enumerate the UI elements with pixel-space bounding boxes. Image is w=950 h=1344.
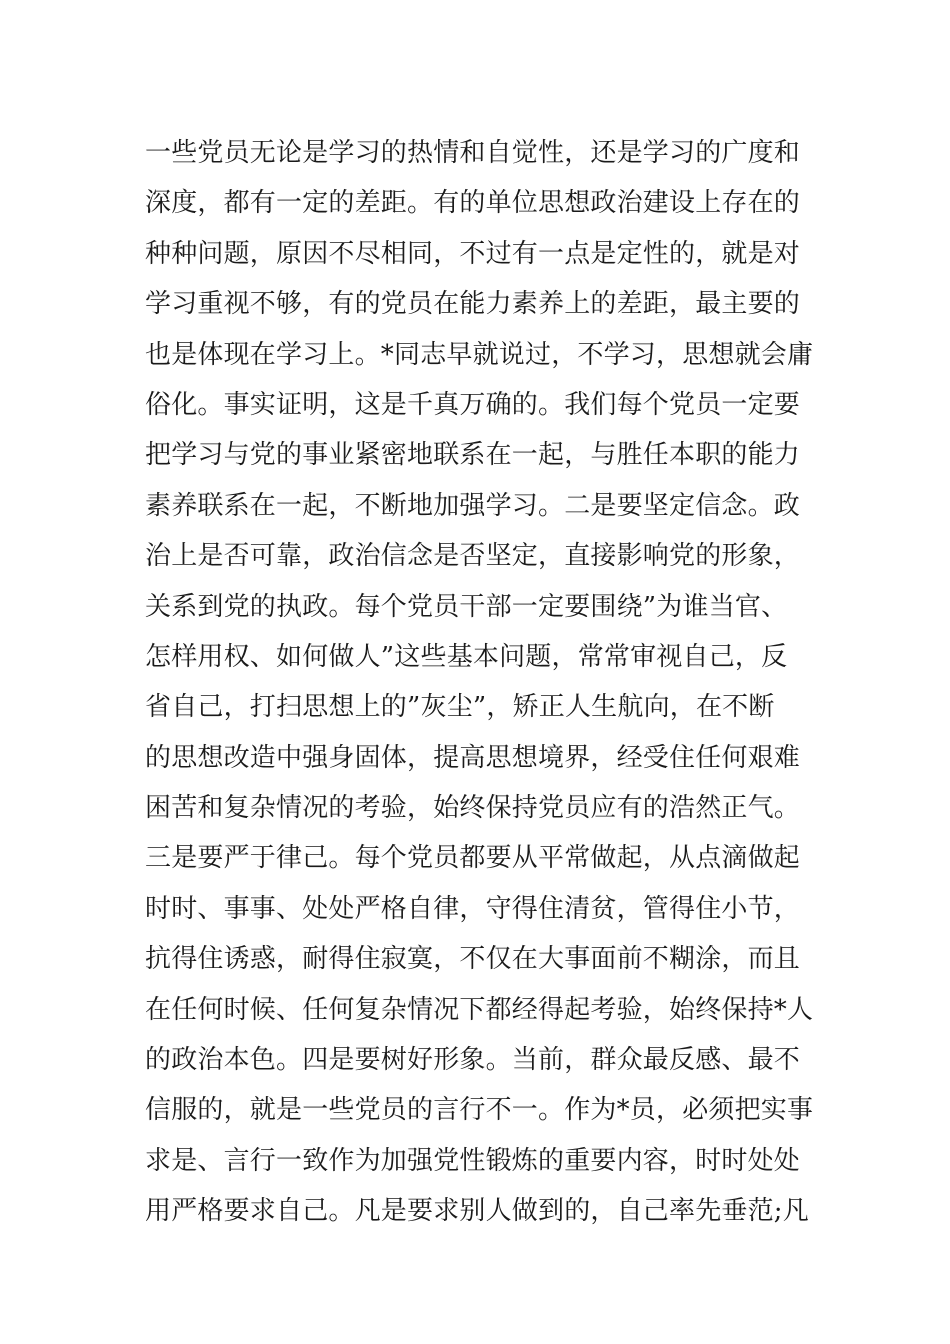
- text-line-5: 也是体现在学习上。*同志早就说过，不学习，思想就会庸: [145, 339, 814, 370]
- text-line-9: 治上是否可靠，政治信念是否坚定，直接影响党的形象，: [145, 541, 801, 572]
- text-line-22: 用严格要求自己。凡是要求别人做到的，自己率先垂范;凡: [145, 1196, 809, 1227]
- text-line-3: 种种问题，原因不尽相同，不过有一点是定性的，就是对: [145, 238, 801, 269]
- text-line-15: 三是要严于律己。每个党员都要从平常做起，从点滴做起: [145, 843, 801, 874]
- text-line-21: 求是、言行一致作为加强党性锻炼的重要内容，时时处处: [145, 1145, 801, 1176]
- text-line-19: 的政治本色。四是要树好形象。当前，群众最反感、最不: [145, 1045, 801, 1076]
- text-line-17: 抗得住诱惑，耐得住寂寞，不仅在大事面前不糊涂，而且: [145, 944, 801, 975]
- body-text: [145, 128, 815, 1237]
- text-line-6: 俗化。事实证明，这是千真万确的。我们每个党员一定要: [145, 389, 801, 420]
- text-line-18: 在任何时候、任何复杂情况下都经得起考验，始终保持*人: [145, 994, 814, 1025]
- text-line-1: 一些党员无论是学习的热情和自觉性，还是学习的广度和: [145, 138, 801, 168]
- text-line-11: 怎样用权、如何做人”这些基本问题，常常审视自己，反: [145, 641, 788, 672]
- text-line-7: 把学习与党的事业紧密地联系在一起，与胜任本职的能力: [145, 440, 801, 471]
- text-line-12: 省自己，打扫思想上的”灰尘”，矫正人生航向，在不断: [145, 692, 775, 723]
- text-line-16: 时时、事事、处处严格自律，守得住清贫，管得住小节，: [145, 893, 801, 924]
- text-line-13: 的思想改造中强身固体，提高思想境界，经受住任何艰难: [145, 742, 801, 773]
- text-line-20: 信服的，就是一些党员的言行不一。作为*员，必须把实事: [145, 1095, 814, 1126]
- text-line-10: 关系到党的执政。每个党员干部一定要围绕”为谁当官、: [145, 591, 788, 622]
- text-line-14: 困苦和复杂情况的考验，始终保持党员应有的浩然正气。: [145, 793, 801, 824]
- text-line-4: 学习重视不够，有的党员在能力素养上的差距，最主要的: [145, 289, 801, 320]
- text-line-2: 深度，都有一定的差距。有的单位思想政治建设上存在的: [145, 188, 801, 219]
- text-line-8: 素养联系在一起，不断地加强学习。二是要坚定信念。政: [145, 490, 801, 521]
